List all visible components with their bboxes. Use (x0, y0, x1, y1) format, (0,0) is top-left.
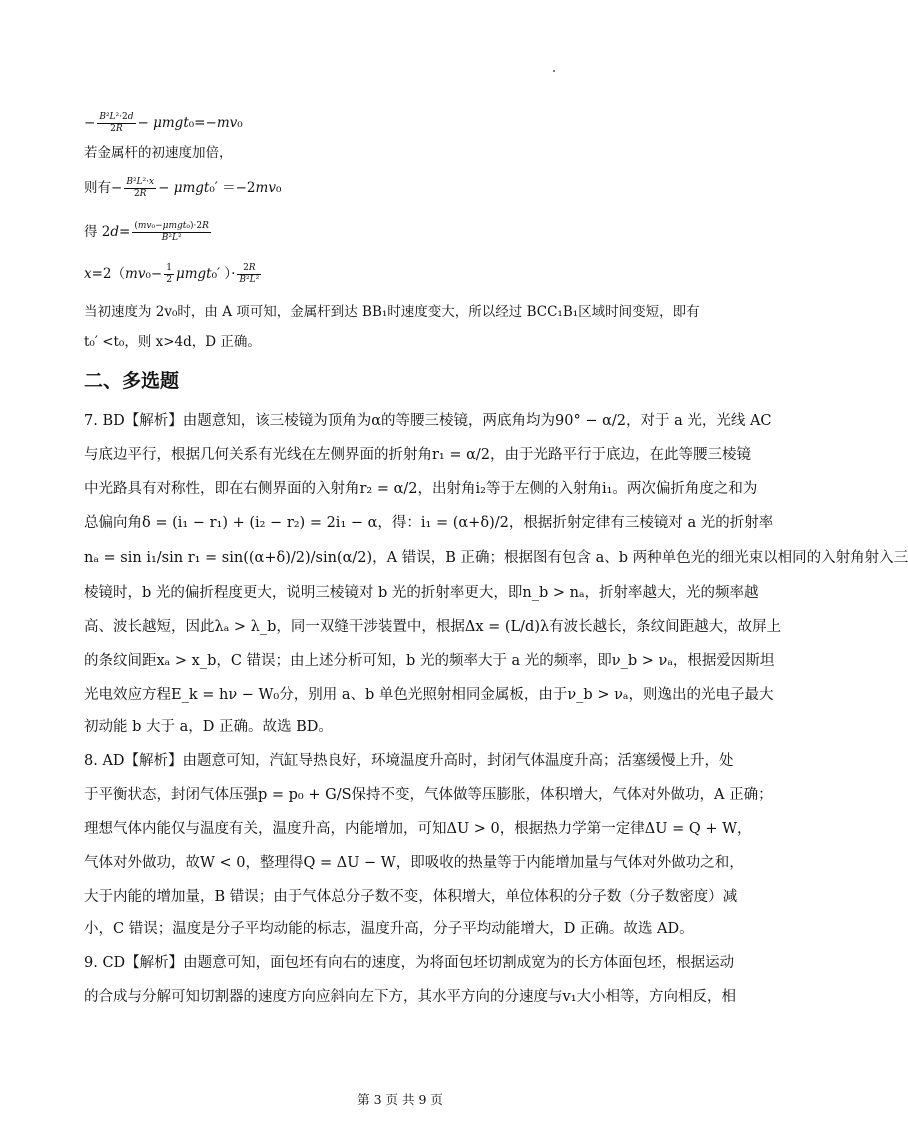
fraction: $\frac{\text{(mv₀−μmgt₀)·2R}}{\text{B²L²}}$ (134, 221, 209, 243)
fraction: $\frac{2R}{\text{B²L²}}$ (239, 263, 260, 285)
q8-line: 大于内能的增加量，B 错误；由于气体总分子数不变，体积增大，单位体积的分子数（分子数密度）减 (84, 889, 738, 905)
q7-line: 总偏向角δ = (i₁ − r₁) + (i₂ − r₂) = 2i₁ − α，得：i₁ = (α+δ)/2，根据折射定律有三棱镜对 a 光的折射率 (84, 515, 774, 531)
section-heading: 二、多选题 (84, 370, 180, 392)
q8-line: 气体对外做功，故W < 0，整理得Q = ΔU − W，即吸收的热量等于内能增加量与气体对外做功之和， (84, 855, 744, 871)
text-line-7: t₀′ <t₀，则 x>4d，D 正确。 (84, 334, 261, 350)
equation-line-3: 则有− $\frac{\text{B²L²·x}}{2R}$ − μmgt₀′ ＝−2mv₀ (84, 177, 282, 199)
q7-line: 初动能 b 大于 a，D 正确。故选 BD。 (84, 719, 333, 735)
q8-line: 理想气体内能仅与温度有关，温度升高，内能增加，可知ΔU > 0，根据热力学第一定律ΔU = Q + W， (84, 821, 752, 837)
q9-line: 的合成与分解可知切割器的速度方向应斜向左下方，其水平方向的分速度与v₁大小相等，方向相反，相 (84, 989, 737, 1005)
q7-line: 中光路具有对称性，即在右侧界面的入射角r₂ = α/2，出射角i₂等于左侧的入射角i₁。两次偏折角度之和为 (84, 481, 758, 497)
q8-line: 于平衡状态，封闭气体压强p = p₀ + G/S保持不变，气体做等压膨胀，体积增大，气体对外做功，A 正确； (84, 787, 773, 803)
fraction: $\frac{\text{B²L²·2d}}{2R}$ (99, 112, 134, 134)
fraction: $\frac{\text{B²L²·x}}{2R}$ (126, 177, 155, 199)
q8-line: 小，C 错误；温度是分子平均动能的标志，温度升高，分子平均动能增大，D 正确。故选 AD。 (84, 921, 694, 937)
equation-line-1: − $\frac{\text{B²L²·2d}}{2R}$ − μmgt₀=−mv₀ (84, 112, 243, 134)
q7-line: 与底边平行，根据几何关系有光线在左侧界面的折射角r₁ = α/2，由于光路平行于底边，在此等腰三棱镜 (84, 447, 752, 463)
q7-line: 高、波长越短，因此λₐ > λ_b，同一双缝干涉装置中，根据Δx = (L/d)λ有波长越长，条纹间距越大，故屏上 (84, 619, 782, 635)
page-footer: 第 3 页 共 9 页 (357, 1092, 443, 1107)
q7-line: 光电效应方程E_k = hν − W₀分，别用 a、b 单色光照射相同金属板，由于ν_b > νₐ，则逸出的光电子最大 (84, 687, 774, 703)
text-line-2: 若金属杆的初速度加倍， (84, 145, 233, 161)
q7-line: nₐ = sin i₁/sin r₁ = sin((α+δ)/2)/sin(α/2)，A 错误，B 正确；根据图有包含 a、b 两种单色光的细光束以相同的入射角射入三 (84, 550, 908, 566)
q7-line: 7. BD【解析】由题意知，该三棱镜为顶角为α的等腰三棱镜，两底角均为90° − α/2，对于 a 光，光线 AC (84, 413, 772, 429)
q7-line: 棱镜时，b 光的偏折程度更大，说明三棱镜对 b 光的折射率更大，即n_b > nₐ，折射率越大，光的频率越 (84, 585, 759, 601)
fraction: $\frac{1}{2}$ (166, 263, 172, 285)
q8-line: 8. AD【解析】由题意可知，汽缸导热良好，环境温度升高时，封闭气体温度升高；活塞缓慢上升，处 (84, 753, 734, 769)
text-line-6: 当初速度为 2v₀时，由 A 项可知，金属杆到达 BB₁时速度变大，所以经过 BCC₁B₁区域时间变短，即有 (84, 304, 700, 320)
q9-line: 9. CD【解析】由题意可知，面包坯有向右的速度，为将面包坯切割成宽为的长方体面包坯，根据运动 (84, 955, 735, 971)
equation-line-5: x=2（mv₀− $\frac{1}{2}$ μmgt₀′ ）· $\frac{2R}{\text{B²L²}}$ (84, 263, 260, 285)
q7-line: 的条纹间距xₐ > x_b，C 错误；由上述分析可知，b 光的频率大于 a 光的频率，即ν_b > νₐ，根据爱因斯坦 (84, 653, 775, 669)
equation-line-4: 得 2d= $\frac{\text{(mv₀−μmgt₀)·2R}}{\text{B²L²}}$ (84, 221, 209, 243)
stray-mark (553, 70, 555, 72)
